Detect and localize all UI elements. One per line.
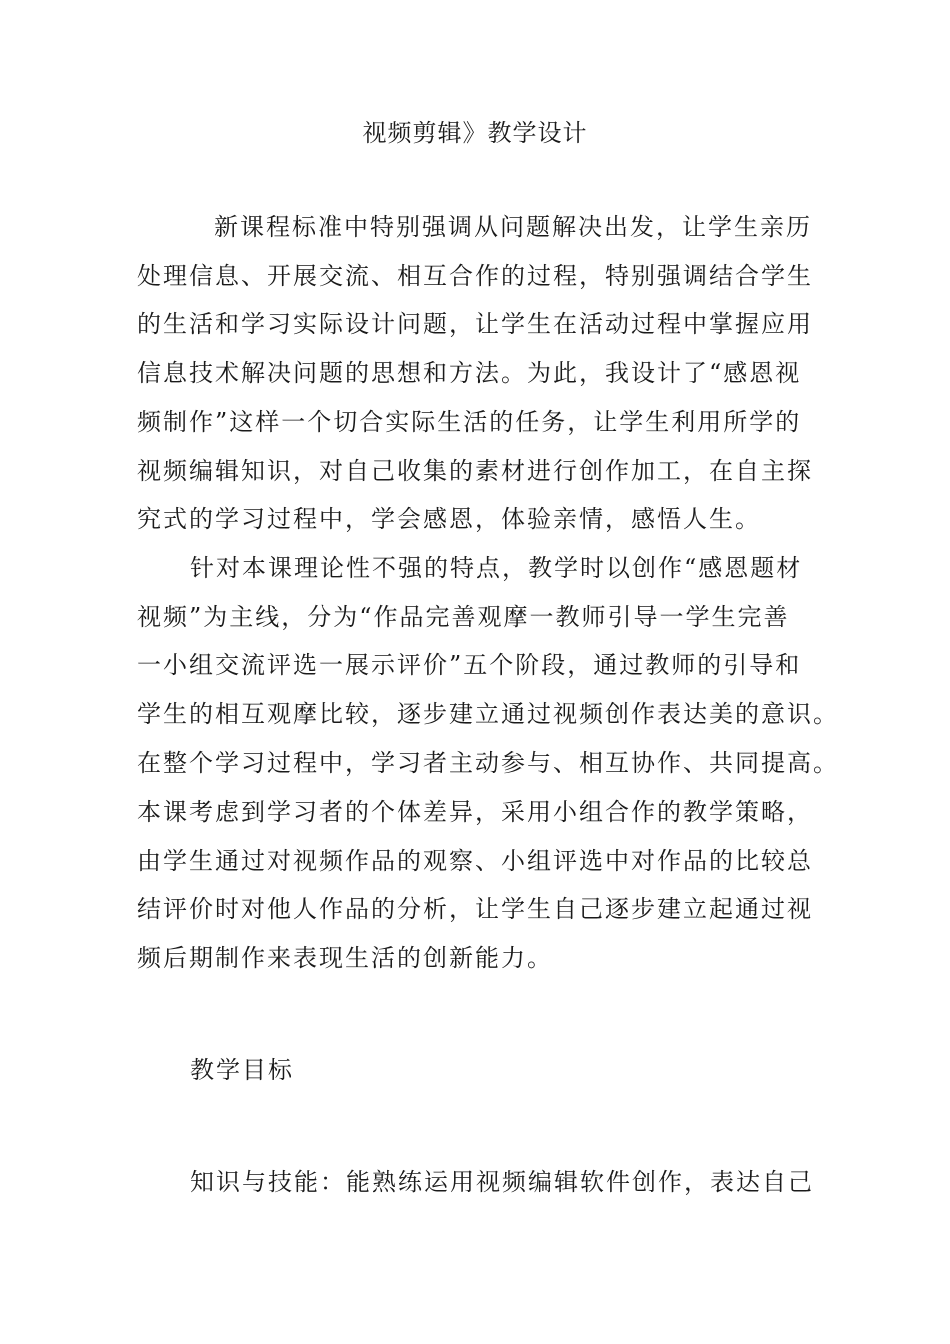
paragraph-2-line: 频后期制作来表现生活的创新能力。	[137, 944, 553, 972]
paragraph-1-line: 信息技术解决问题的思想和方法。为此，我设计了“感恩视	[137, 359, 802, 387]
section-heading: 教学目标	[190, 1056, 294, 1084]
document-title: 视频剪辑》教学设计	[362, 119, 588, 147]
paragraph-2-line: 在整个学习过程中，学习者主动参与、相互协作、共同提高。	[137, 749, 839, 777]
paragraph-2-line: 一小组交流评选一展示评价”五个阶段，通过教师的引导和	[137, 651, 802, 679]
paragraph-2-line: 针对本课理论性不强的特点，教学时以创作“感恩题材	[190, 554, 803, 582]
paragraph-2-line: 由学生通过对视频作品的观察、小组评选中对作品的比较总	[137, 847, 813, 875]
paragraph-2-line: 学生的相互观摩比较，逐步建立通过视频创作表达美的意识。	[137, 700, 839, 728]
paragraph-1-line: 视频编辑知识，对自己收集的素材进行创作加工，在自主探	[137, 457, 813, 485]
paragraph-2-line: 视频”为主线，分为“作品完善观摩一教师引导一学生完善	[137, 603, 790, 631]
paragraph-1-line: 处理信息、开展交流、相互合作的过程，特别强调结合学生	[137, 262, 813, 290]
paragraph-1-line: 究式的学习过程中，学会感恩，体验亲情，感悟人生。	[137, 505, 761, 533]
paragraph-1-line: 频制作”这样一个切合实际生活的任务，让学生利用所学的	[137, 408, 802, 436]
paragraph-1-line: 的生活和学习实际设计问题，让学生在活动过程中掌握应用	[137, 310, 813, 338]
paragraph-3-line: 知识与技能：能熟练运用视频编辑软件创作，表达自己	[190, 1168, 814, 1196]
paragraph-2-line: 结评价时对他人作品的分析，让学生自己逐步建立起通过视	[137, 895, 813, 923]
paragraph-2-line: 本课考虑到学习者的个体差异，采用小组合作的教学策略，	[137, 798, 813, 826]
paragraph-1-line: 新课程标准中特别强调从问题解决出发，让学生亲历	[214, 213, 812, 241]
